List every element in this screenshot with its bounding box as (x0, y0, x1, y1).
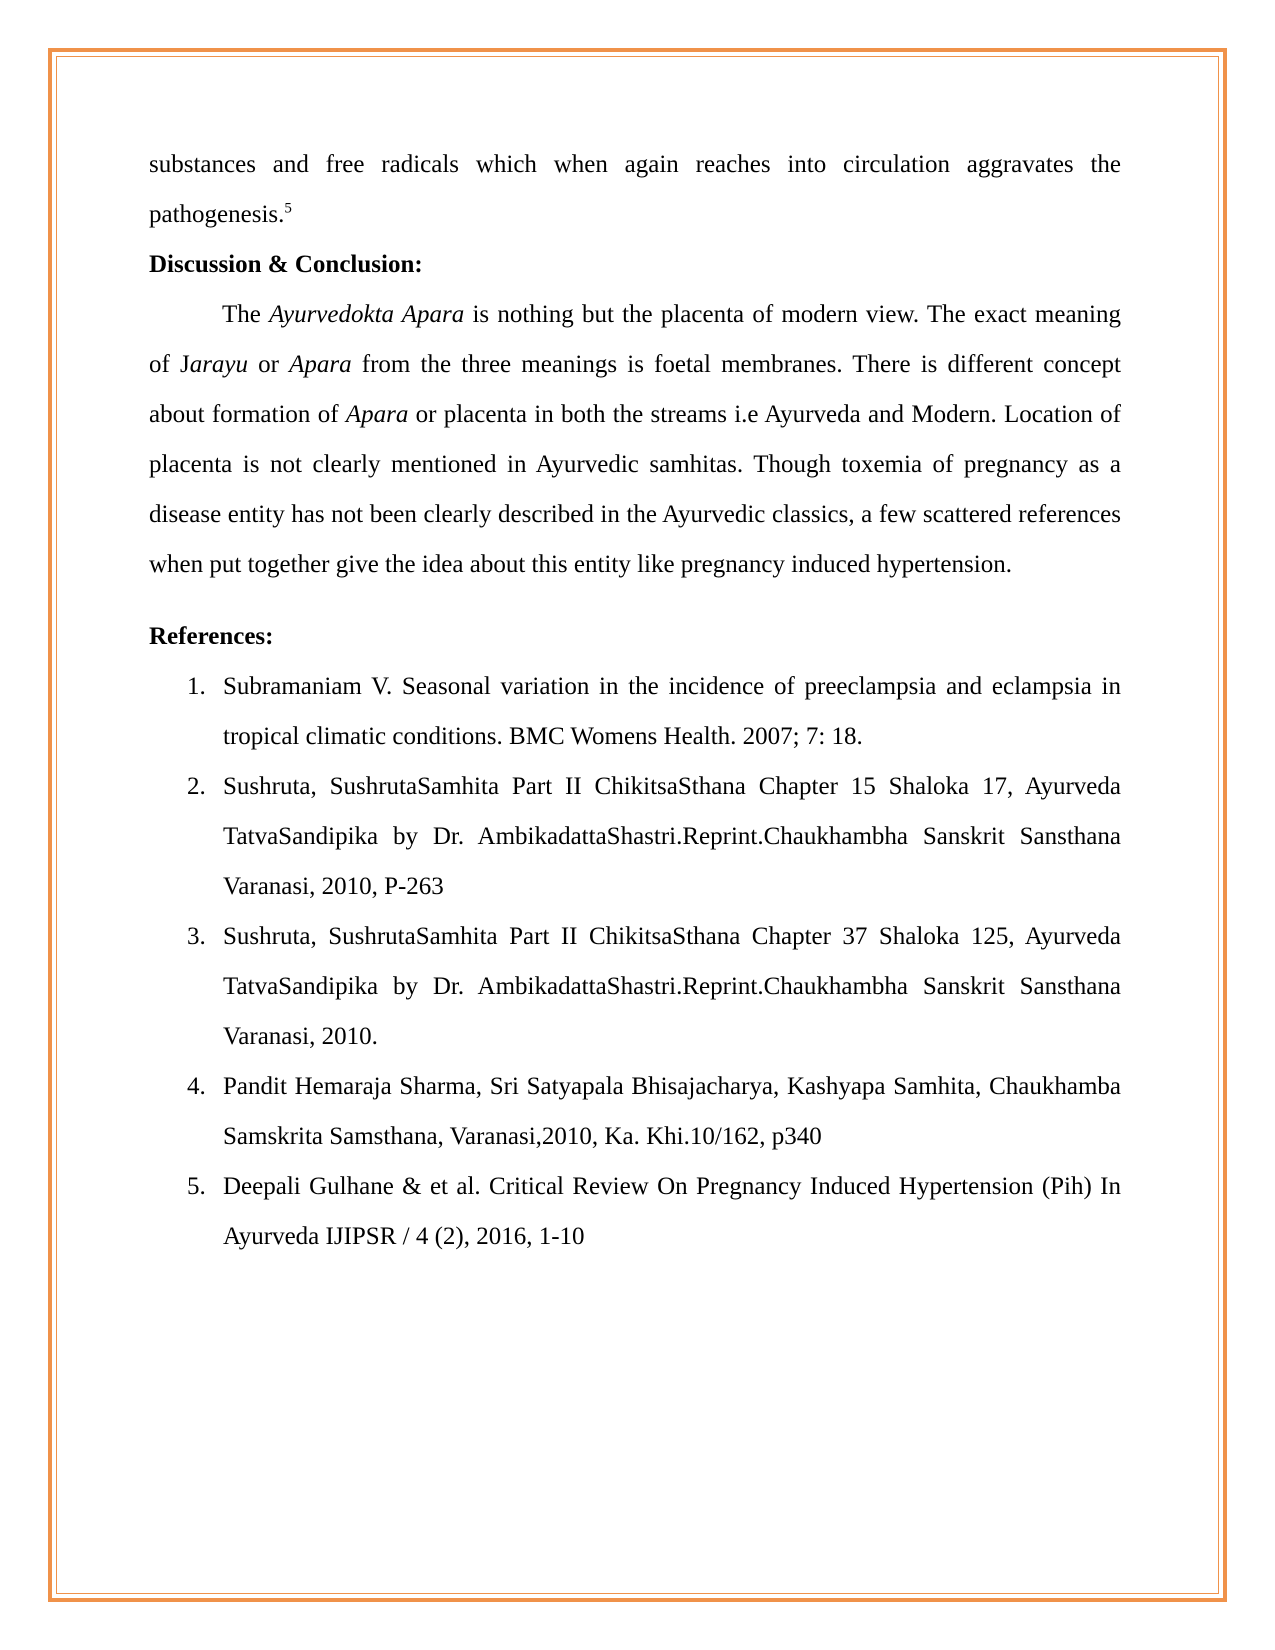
italic-term: Apara (289, 351, 352, 378)
italic-term: arayu (189, 351, 249, 378)
discussion-paragraph (149, 290, 1121, 590)
discussion-text: is nothing but the placenta of modern view. The exact meaning of J (149, 301, 1121, 378)
discussion-heading: Discussion & Conclusion: (149, 251, 423, 278)
page-content (149, 140, 1121, 1262)
italic-term: Ayurvedokta Apara (269, 301, 465, 328)
reference-item (149, 1062, 1121, 1162)
references-heading: References: (149, 623, 274, 650)
continuation-paragraph (149, 140, 1121, 240)
reference-item (149, 762, 1121, 912)
discussion-text: or placenta in both the streams i.e Ayurveda and Modern. Location of placenta is not clearly mentioned in Ayurvedic samhitas. Though toxemia of pregnancy as a disease entity has not been clearly described in the Ayurvedic classics, a few scattered references when put together give the idea about this entity like pregnancy induced hypertension. (149, 401, 1121, 578)
discussion-text: or (248, 351, 290, 378)
reference-number: 2. (187, 773, 206, 800)
reference-item (149, 1162, 1121, 1262)
reference-item (149, 662, 1121, 762)
reference-number: 4. (187, 1073, 206, 1100)
reference-text: Sushruta, SushrutaSamhita Part II ChikitsaSthana Chapter 15 Shaloka 17, Ayurveda TatvaSandipika by Dr. AmbikadattaShastri.Reprint.Chaukhambha Sanskrit Sansthana Varanasi, 2010, P-263 (223, 773, 1121, 900)
reference-number: 1. (187, 673, 206, 700)
discussion-text: The (222, 301, 270, 328)
reference-number: 5. (187, 1173, 206, 1200)
discussion-text: from the three meanings is foetal membranes. There is different concept about formation of (149, 351, 1121, 428)
references-list (149, 662, 1121, 1262)
continuation-text: substances and free radicals which when again reaches into circulation aggravates the pathogenesis. (149, 151, 1121, 228)
reference-text: Subramaniam V. Seasonal variation in the incidence of preeclampsia and eclampsia in tropical climatic conditions. BMC Womens Health. 2007; 7: 18. (223, 673, 1121, 750)
italic-term: Apara (345, 401, 409, 428)
reference-number: 3. (187, 923, 206, 950)
reference-text: Sushruta, SushrutaSamhita Part II ChikitsaSthana Chapter 37 Shaloka 125, Ayurveda TatvaSandipika by Dr. AmbikadattaShastri.Reprint.Chaukhambha Sanskrit Sansthana Varanasi, 2010. (223, 923, 1121, 1050)
reference-text: Deepali Gulhane & et al. Critical Review On Pregnancy Induced Hypertension (Pih) In Ayurveda IJIPSR / 4 (2), 2016, 1-10 (223, 1173, 1121, 1250)
reference-text: Pandit Hemaraja Sharma, Sri Satyapala Bhisajacharya, Kashyapa Samhita, Chaukhamba Samskrita Samsthana, Varanasi,2010, Ka. Khi.10/162, p340 (223, 1073, 1121, 1150)
reference-item (149, 912, 1121, 1062)
citation-superscript: 5 (284, 200, 292, 217)
